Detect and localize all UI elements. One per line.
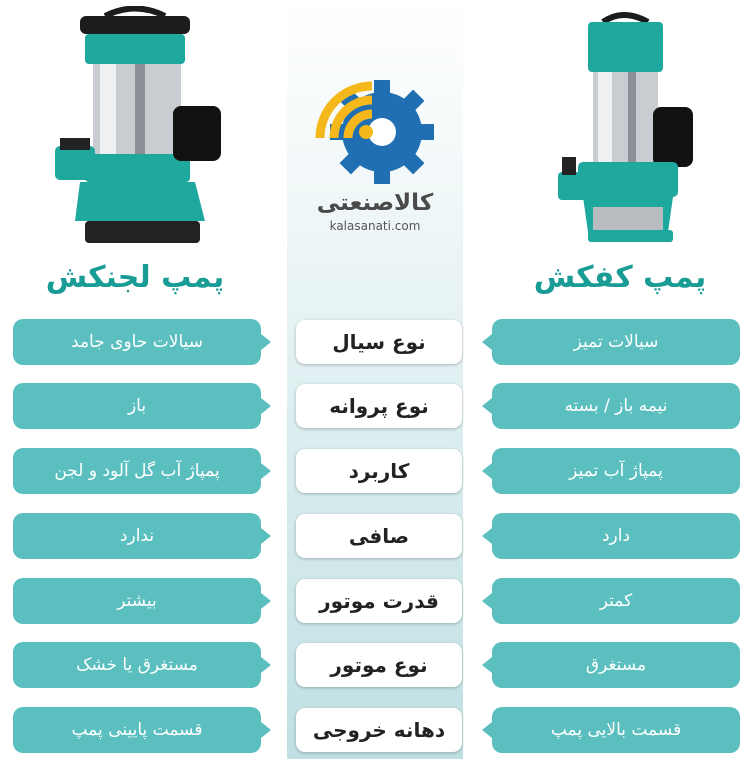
sludge-pump-title: پمپ لجنکش: [45, 260, 225, 295]
drainage-outlet: قسمت بالایی پمپ: [492, 707, 740, 753]
sludge-application: پمپاژ آب گل آلود و لجن: [13, 448, 261, 494]
row-label-fluid-type: نوع سیال: [296, 320, 462, 364]
drainage-strainer: دارد: [492, 513, 740, 559]
sludge-impeller-type: باز: [13, 383, 261, 429]
drainage-pump-title: پمپ کفکش: [533, 260, 707, 295]
brand-name: کالاصنعتی: [316, 190, 434, 216]
drainage-pump-image: [548, 12, 698, 247]
sludge-motor-type: مستغرق یا خشک: [13, 642, 261, 688]
row-label-motor-power: قدرت موتور: [296, 579, 462, 623]
row-label-application: کاربرد: [296, 449, 462, 493]
sludge-fluid-type: سیالات حاوی جامد: [13, 319, 261, 365]
drainage-motor-power: کمتر: [492, 578, 740, 624]
row-label-outlet: دهانه خروجی: [296, 708, 462, 752]
drainage-application: پمپاژ آب تمیز: [492, 448, 740, 494]
brand-url: kalasanati.com: [329, 219, 421, 233]
sludge-motor-power: بیشتر: [13, 578, 261, 624]
drainage-fluid-type: سیالات تمیز: [492, 319, 740, 365]
sludge-pump-image: [45, 6, 230, 246]
sludge-strainer: ندارد: [13, 513, 261, 559]
row-label-strainer: صافی: [296, 514, 462, 558]
sludge-outlet: قسمت پایینی پمپ: [13, 707, 261, 753]
row-label-impeller-type: نوع پروانه: [296, 384, 462, 428]
drainage-impeller-type: نیمه باز / بسته: [492, 383, 740, 429]
drainage-motor-type: مستغرق: [492, 642, 740, 688]
row-label-motor-type: نوع موتور: [296, 643, 462, 687]
